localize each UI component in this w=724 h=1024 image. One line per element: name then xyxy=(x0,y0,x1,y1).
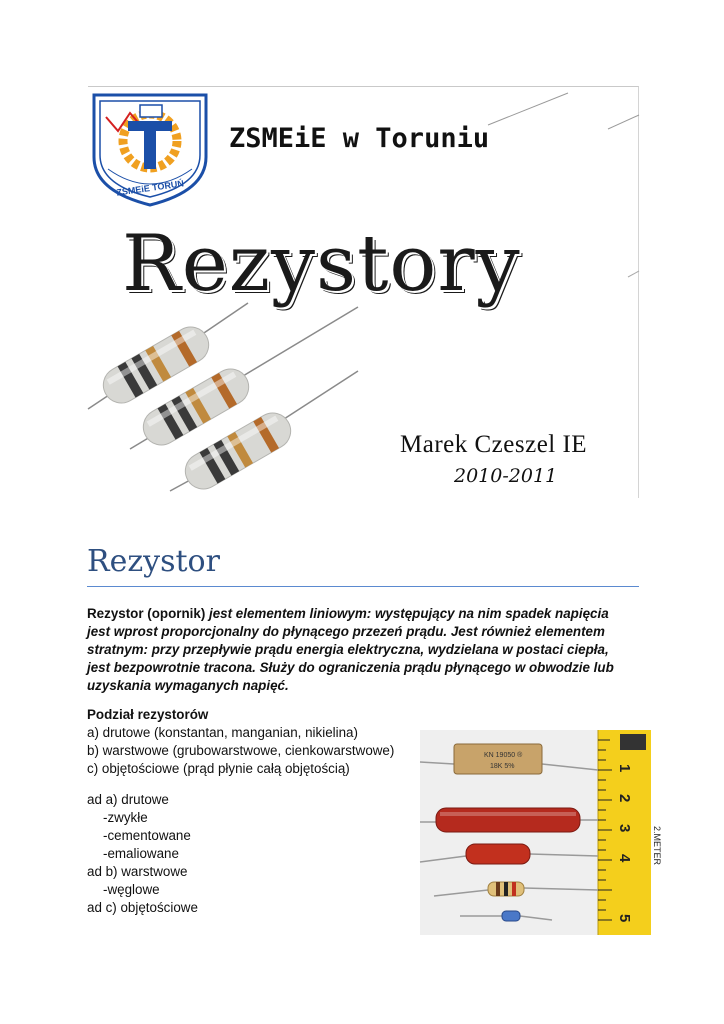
details-subline: -cementowane xyxy=(103,828,191,843)
cover-image xyxy=(88,86,639,498)
details-line: ad c) objętościowe xyxy=(87,900,198,915)
ruler-number: 2 xyxy=(616,794,633,803)
division-item: b) warstwowe (grubowarstwowe, cienkowarstwowe) xyxy=(87,743,395,758)
ruler-number: 1 xyxy=(616,764,633,773)
details-subline: -zwykłe xyxy=(103,810,148,825)
ruler-number: 4 xyxy=(616,854,633,863)
details-line: ad b) warstwowe xyxy=(87,864,188,879)
school-name: ZSMEiE w Toruniu xyxy=(229,123,490,154)
resistor-division xyxy=(87,706,417,778)
red-medium-resistor xyxy=(466,844,530,864)
division-item: c) objętościowe (prąd płynie całą objętością) xyxy=(87,761,350,776)
resistor-label: KN 19050 ® xyxy=(484,752,523,759)
author-name: Marek Czeszel IE xyxy=(400,431,588,458)
ruler-brand: 2.METER xyxy=(652,826,662,866)
cover-title: Rezystory xyxy=(122,219,521,309)
details-line: ad a) drutowe xyxy=(87,792,169,807)
school-years: 2010-2011 xyxy=(454,465,558,487)
resistor-label: 18K 5% xyxy=(490,763,515,770)
division-item: a) drutowe (konstantan, manganian, nikielina) xyxy=(87,725,358,740)
intro-term: Rezystor (opornik) xyxy=(87,606,210,621)
intro-paragraph xyxy=(87,605,635,695)
logo-text: ZSMEiE TORUŃ xyxy=(115,178,185,198)
resistor-details xyxy=(87,791,407,917)
title-underline xyxy=(87,586,639,587)
intro-definition: jest elementem liniowym: występujący na nim spadek napięcia jest wprost proporcjonalny do płynącego przezeń prądu. Jest również elementem stratnym: przy przepływie prądu energia elektryczna, wydzielana w postaci ciepła, jest bezpowrotnie tracona. Służy do ograniczenia prądu płynącego w obwodzie lub uzyskania wymaganych napięć. xyxy=(87,606,614,693)
section-title: Rezystor xyxy=(87,544,220,579)
division-heading: Podział rezystorów xyxy=(87,707,209,722)
details-subline: -emaliowane xyxy=(103,846,179,861)
details-subline: -węglowe xyxy=(103,882,160,897)
photo-graphics xyxy=(420,730,662,935)
ruler-number: 5 xyxy=(616,914,633,923)
ruler xyxy=(598,730,651,935)
resistor-photo xyxy=(420,730,662,935)
tiny-blue-resistor xyxy=(502,911,520,921)
ruler-number: 3 xyxy=(616,824,633,833)
red-long-resistor xyxy=(436,808,580,832)
